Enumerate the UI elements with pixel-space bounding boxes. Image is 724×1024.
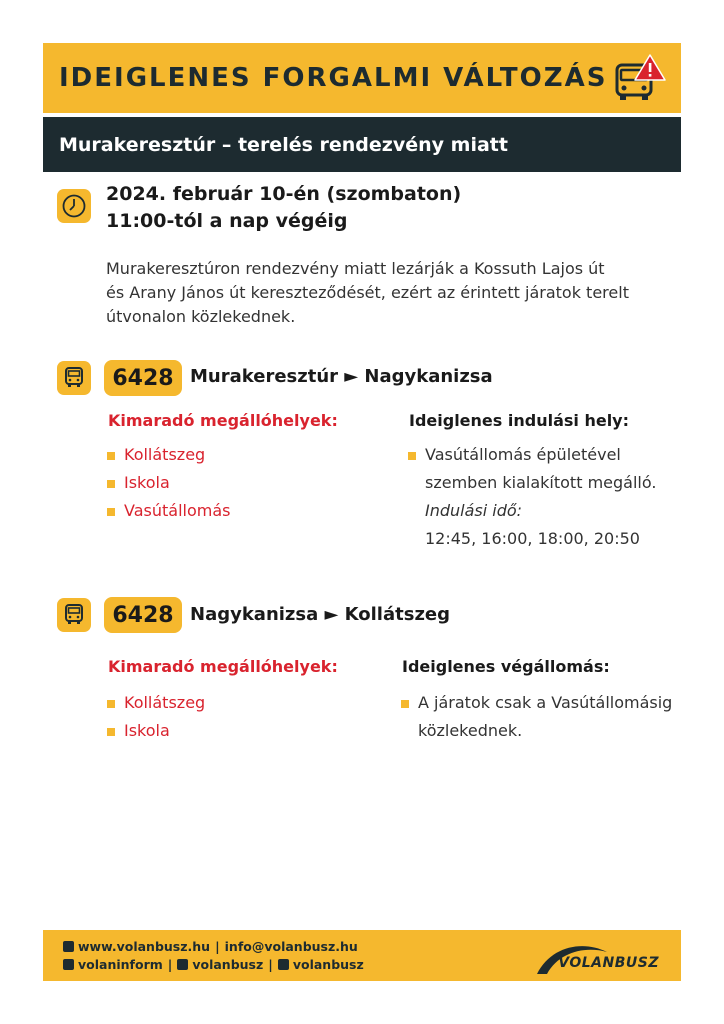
temp-departure-list: [407, 441, 656, 553]
footer: [43, 930, 681, 981]
departure-times: 12:45, 16:00, 18:00, 20:50: [425, 529, 640, 548]
separator: |: [268, 957, 273, 972]
separator: |: [167, 957, 173, 972]
temp-terminus-list: [400, 689, 672, 745]
list-item: szemben kialakított megálló.: [425, 473, 657, 492]
facebook-icon: [63, 959, 74, 970]
bus-icon-box: [57, 598, 91, 632]
volanbusz-logo: VOLANBUSZ: [558, 955, 659, 971]
bus-icon-box: [57, 361, 91, 395]
page-subtitle: Murakeresztúr – terelés rendezvény miatt: [59, 133, 508, 156]
route-direction: Nagykanizsa ► Kollátszeg: [190, 604, 451, 625]
website-link[interactable]: www.volanbusz.hu: [78, 939, 211, 954]
list-item: A járatok csak a Vasútállomásig: [400, 689, 672, 717]
facebook-icon: [177, 959, 188, 970]
skipped-stops-title: Kimaradó megállóhelyek:: [108, 411, 338, 430]
intro-paragraph: [106, 257, 646, 329]
separator: |: [215, 939, 220, 954]
route-direction: Murakeresztúr ► Nagykanizsa: [190, 366, 493, 387]
intro-line: útvonalon közlekednek.: [106, 307, 296, 326]
web-icon: [63, 941, 74, 952]
list-item: közlekednek.: [418, 721, 523, 740]
bus-warning-icon: [613, 53, 669, 103]
route-number: 6428: [104, 360, 182, 396]
departure-label: Indulási idő:: [425, 501, 523, 520]
social-link[interactable]: volanbusz: [292, 957, 364, 972]
intro-line: Murakeresztúron rendezvény miatt lezárják a Kossuth Lajos út: [106, 259, 605, 278]
footer-contact-line: [63, 939, 358, 954]
list-item: Kollátszeg: [106, 441, 230, 469]
route-number: 6428: [104, 597, 182, 633]
clock-icon-box: [57, 189, 91, 223]
skipped-stops-title: Kimaradó megállóhelyek:: [108, 657, 338, 676]
subtitle-bar: [43, 117, 681, 172]
bus-icon: [62, 366, 86, 390]
skipped-stops-list: [106, 689, 205, 745]
email-link[interactable]: info@volanbusz.hu: [224, 939, 358, 954]
list-item: Vasútállomás: [106, 497, 230, 525]
list-item: Iskola: [106, 469, 230, 497]
date-line-2: 11:00-tól a nap végéig: [106, 210, 348, 232]
list-item: Vasútállomás épületével: [407, 441, 656, 469]
temp-terminus-title: Ideiglenes végállomás:: [402, 657, 610, 676]
temp-departure-title: Ideiglenes indulási hely:: [409, 411, 629, 430]
bus-icon: [62, 603, 86, 627]
page-title: IDEIGLENES FORGALMI VÁLTOZÁS: [59, 63, 608, 93]
instagram-icon: [278, 959, 289, 970]
social-link[interactable]: volaninform: [78, 957, 163, 972]
clock-icon: [61, 193, 87, 219]
intro-line: és Arany János út kereszteződését, ezért az érintett járatok terelt: [106, 283, 629, 302]
skipped-stops-list: [106, 441, 230, 525]
social-link[interactable]: volanbusz: [192, 957, 264, 972]
footer-social-line: [63, 957, 364, 972]
list-item: Kollátszeg: [106, 689, 205, 717]
title-banner: [43, 43, 681, 113]
list-item: Iskola: [106, 717, 205, 745]
date-line-1: 2024. február 10-én (szombaton): [106, 183, 462, 205]
